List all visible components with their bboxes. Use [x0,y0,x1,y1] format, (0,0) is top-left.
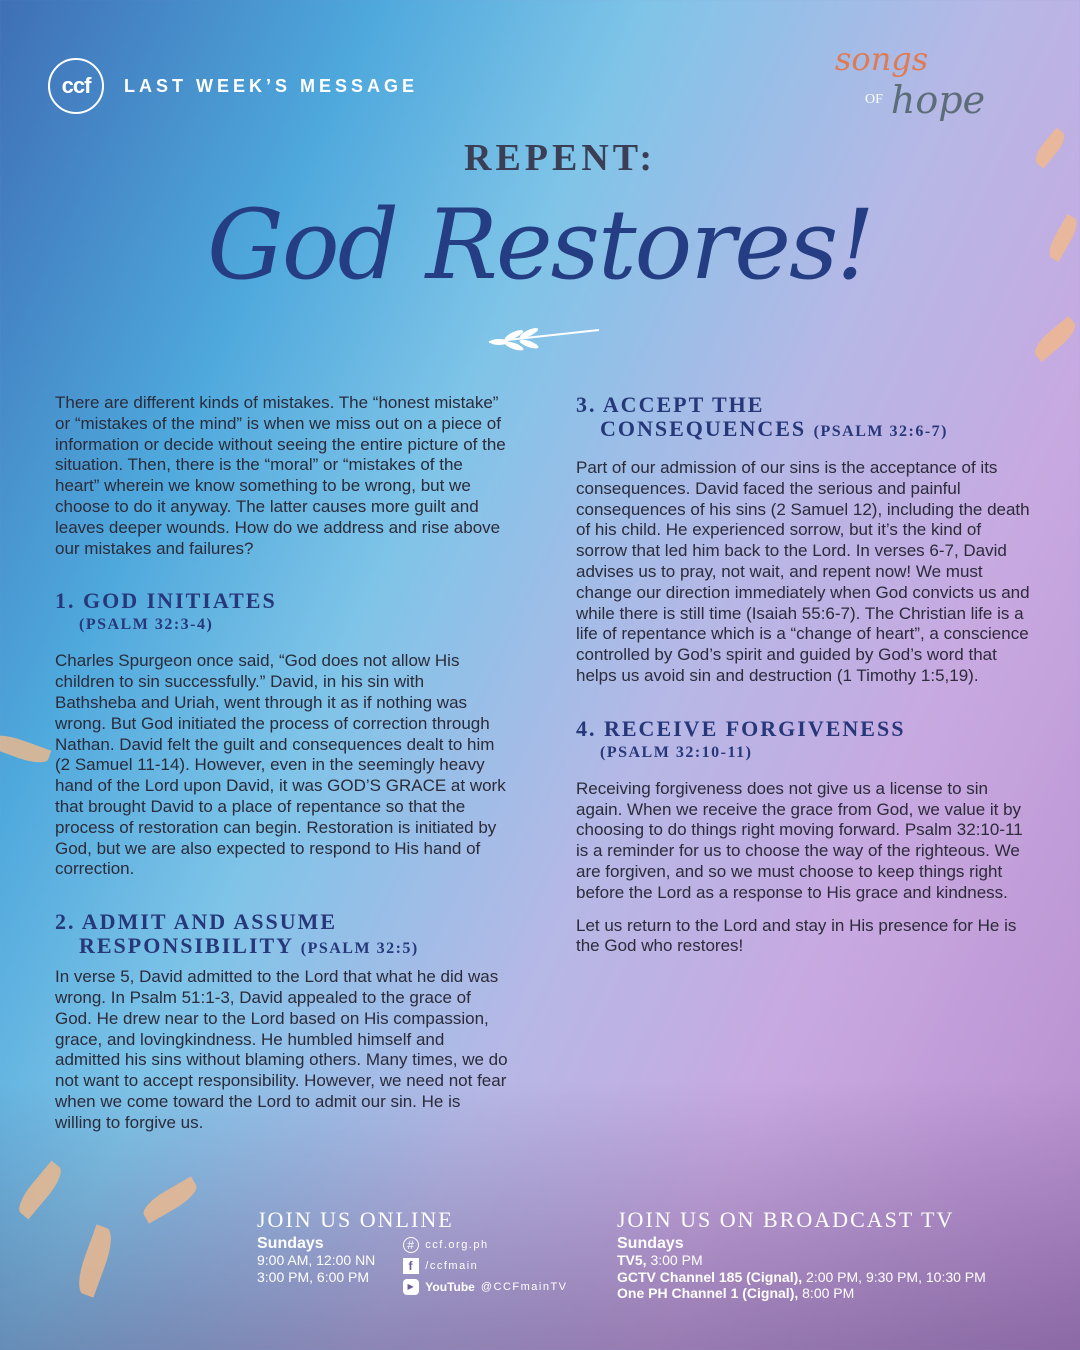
tv-channel: GCTV Channel 185 (Cignal), 2:00 PM, 9:30 PM, 10:30 PM [617,1268,986,1285]
title-script: God Restores! [207,189,873,301]
leaf-decoration [1030,316,1080,362]
series-logo-of: OF [865,92,883,107]
series-logo [835,40,1035,122]
section-3-body: Part of our admission of our sins is the acceptance of its consequences. David faced the serious and painful consequences of his sins (2 Samuel 12), including the death of his child. He experienced sorrow, but it’s the kind of sorrow that led him back to the Lord. In verses 6-7, David advises us to pray, not wait, and repent now! We must change our direction immediately when God convicts us and while there is still time (Isaiah 55:6-7). The Christian life is a life of repentance which is a “change of heart”, a conscience controlled by God’s spirit and guided by God’s word that helps us avoid sin and destruction (1 Timothy 1:5,19). [576,458,1030,685]
online-day: Sundays [257,1234,324,1252]
leaf-decoration [139,1176,201,1223]
join-online [257,1207,568,1298]
tv-day: Sundays [617,1234,684,1252]
intro-paragraph: There are different kinds of mistakes. The “honest mistake” or “mistakes of the mind” is when we miss out on a piece of information or decide without seeing the entire picture of the situation. Then, there is the “moral” or “mistakes of the heart” wherein we know something to be wrong, but we choose to do it anyway. The latter causes more guilt and leaves deeper wounds. How do we address and rise above our mistakes and failures? [55,393,506,558]
online-heading: JOIN US ONLINE [257,1207,454,1232]
globe-icon: # [403,1237,419,1253]
tv-channel: One PH Channel 1 (Cignal), 8:00 PM [617,1285,855,1301]
section-2-heading: 2. ADMIT AND ASSUME RESPONSIBILITY (PSALM 32:5) [55,909,419,959]
facebook-icon: f [403,1258,419,1274]
section-4-heading: 4. RECEIVE FORGIVENESS (PSALM 32:10-11) [576,715,906,761]
section-2-body: In verse 5, David admitted to the Lord that what he did was wrong. In Psalm 51:1-3, David appealed to the grace of God. He drew near to the Lord based on His compassion, grace, and lovingkindness. He humbled himself and admitted his sins without blaming others. Many times, we do not want to accept responsibility. However, we need not fear when we come toward the Lord to admit our sin. He is willing to forgive us. [55,967,508,1132]
left-column [55,393,510,1134]
leaf-decoration [73,1224,118,1297]
title-repent: REPENT: [464,137,656,179]
header-label: LAST WEEK’S MESSAGE [124,76,419,96]
online-time: 9:00 AM, 12:00 NN [257,1252,376,1268]
join-tv [617,1207,986,1302]
closing-paragraph: Let us return to the Lord and stay in His presence for He is the God who restores! [576,915,1017,956]
tv-channel: TV5, 3:00 PM [617,1252,703,1268]
sprig-icon [484,322,604,352]
website-link[interactable]: # ccf.org.ph [403,1235,567,1256]
facebook-link[interactable]: f /ccfmain [403,1256,567,1277]
online-time: 3:00 PM, 6:00 PM [257,1268,370,1285]
series-logo-hope: hope [890,78,986,122]
leaf-decoration [0,730,51,767]
youtube-link[interactable]: ▶ YouTube @CCFmainTV [403,1277,567,1298]
section-1-body: Charles Spurgeon once said, “God does not allow His children to sin successfully.” David, in his sin with Bathsheba and Uriah, went through it as if nothing was wrong. But God initiated the process of correction through Nathan. David felt the guilt and consequences dealt to him (2 Samuel 11-14). However, even in the seemingly heavy hand of the Lord upon David, it was GOD’S GRACE at work that brought David to a place of repentance so that the process of restoration can begin. Restoration is initiated by God, but we are also expected to respond to His hand of correction. [55,651,506,879]
section-3-heading: 3. ACCEPT THE CONSEQUENCES (PSALM 32:6-7) [576,392,948,441]
youtube-icon: ▶ [403,1279,419,1295]
right-column [576,393,1031,957]
section-1-heading: 1. GOD INITIATES (PSALM 32:3-4) [55,588,277,634]
leaf-decoration [13,1161,67,1220]
ccf-logo: ccf [48,58,104,114]
tv-heading: JOIN US ON BROADCAST TV [617,1207,955,1232]
section-4-body: Receiving forgiveness does not give us a license to sin again. When we receive the grace from God, we value it by choosing to do things right moving forward. Psalm 32:10-11 is a reminder for us to choose the way of the righteous. We are forgiven, and so we must choose to keep things right before the Lord as a response to His grace and kindness. [576,778,1023,902]
series-logo-songs: songs [835,40,929,78]
